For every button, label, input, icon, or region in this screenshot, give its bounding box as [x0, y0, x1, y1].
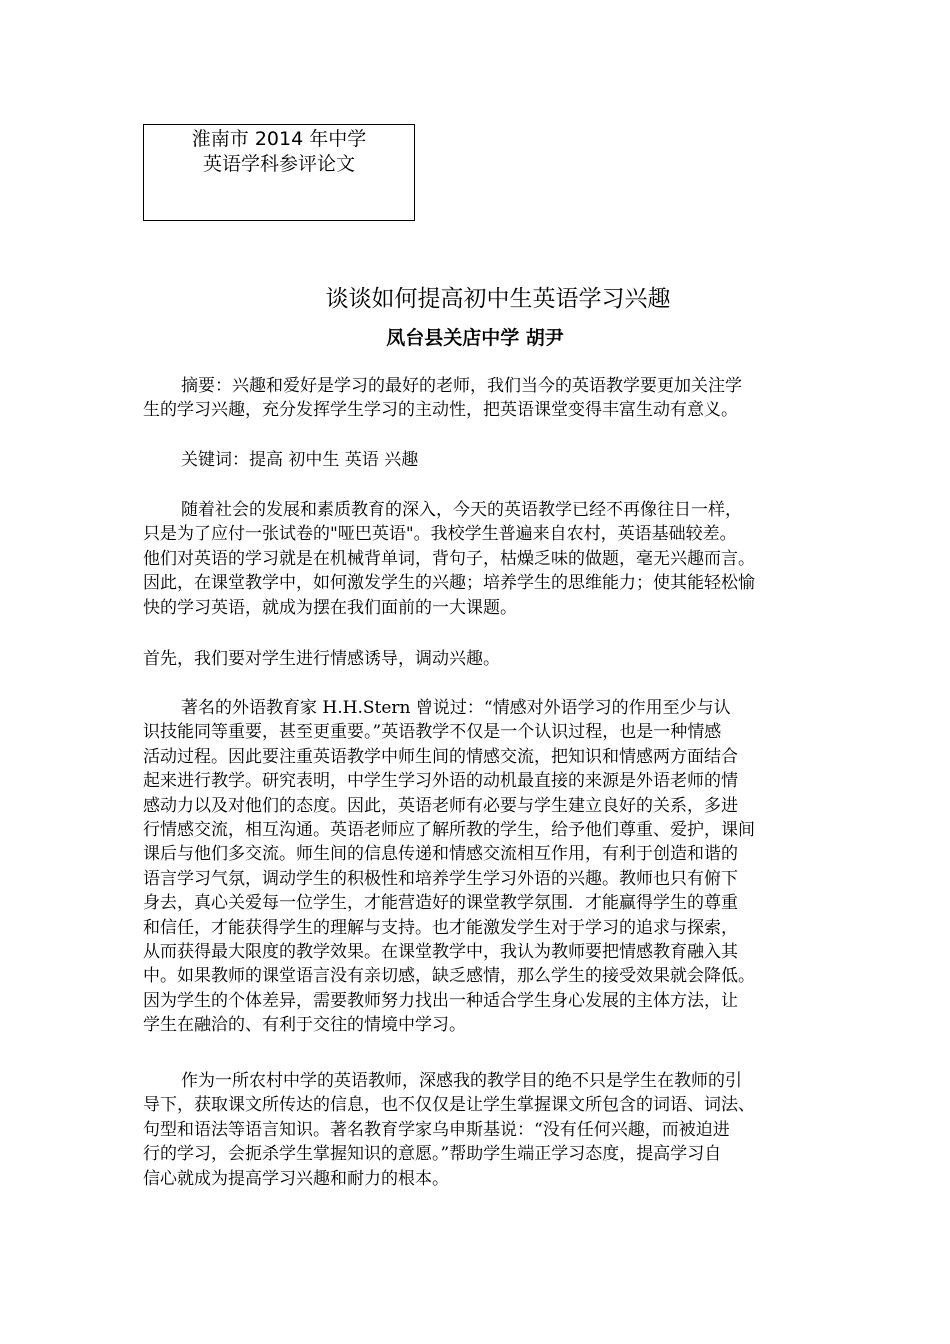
text-line: 学生在融洽的、有利于交往的情境中学习。: [143, 1015, 466, 1036]
text-line: 他们对英语的学习就是在机械背单词，背句子，枯燥乏味的做题，毫无兴趣而言。: [143, 548, 755, 569]
text-line: 起来进行教学。研究表明，中学生学习外语的动机最直接的来源是外语老师的情: [143, 771, 738, 792]
text-line: 信心就成为提高学习兴趣和耐力的根本。: [143, 1168, 449, 1189]
paper-title: 谈谈如何提高初中生英语学习兴趣: [325, 286, 671, 312]
text-line: 和信任，才能获得学生的理解与支持。也才能激发学生对于学习的追求与探索，: [143, 917, 738, 938]
section-heading-1: [143, 647, 808, 671]
text-line: 快的学习英语，就成为摆在我们面前的一大课题。: [143, 597, 517, 618]
keywords: [143, 448, 808, 472]
text-line: 中。如果教师的课堂语言没有亲切感，缺乏感情，那么学生的接受效果就会降低。: [143, 966, 755, 987]
paragraph-3: [143, 1069, 808, 1191]
text-line: 因此，在课堂教学中，如何激发学生的兴趣；培养学生的思维能力；使其能轻松愉: [143, 573, 755, 594]
text-line: 识技能同等重要，甚至更重要。”英语教学不仅是一个认识过程，也是一种情感: [143, 722, 722, 743]
text-line: 首先，我们要对学生进行情感诱导，调动兴趣。: [143, 649, 500, 669]
text-line: 课后与他们多交流。师生间的信息传递和情感交流相互作用，有利于创造和谐的: [143, 844, 738, 865]
paragraph-2: [143, 696, 808, 1037]
text-line: 行的学习，会扼杀学生掌握知识的意愿。”帮助学生端正学习态度，提高学习自: [143, 1144, 722, 1165]
text-line: 感动力以及对他们的态度。因此，英语老师有必要与学生建立良好的关系，多进: [143, 795, 738, 816]
text-line: 导下，获取课文所传达的信息，也不仅仅是让学生掌握课文所包含的词语、词法、: [143, 1095, 755, 1116]
text-line: 身去，真心关爱每一位学生，才能营造好的课堂教学氛围．才能赢得学生的尊重: [143, 893, 738, 914]
author-byline: 凤台县关店中学 胡尹: [386, 327, 564, 349]
text-line: 因为学生的个体差异，需要教师努力找出一种适合学生身心发展的主体方法，让: [143, 990, 738, 1011]
text-line: 摘要：兴趣和爱好是学习的最好的老师，我们当今的英语教学要更加关注学: [181, 376, 742, 396]
box-line-1: 淮南市 2014 年中学: [191, 128, 367, 150]
text-line: 著名的外语教育家 H.H.Stern 曾说过：“情感对外语学习的作用至少与认: [181, 698, 731, 718]
text-line: 作为一所农村中学的英语教师，深感我的教学目的绝不只是学生在教师的引: [181, 1071, 742, 1091]
abstract: [143, 374, 808, 423]
text-line: 从而获得最大限度的教学效果。在课堂教学中，我认为教师要把情感教育融入其: [143, 941, 738, 962]
competition-label-box: [143, 124, 415, 221]
paragraph-1: [143, 498, 808, 620]
text-line: 句型和语法等语言知识。著名教育学家乌申斯基说：“没有任何兴趣，而被迫进: [143, 1119, 730, 1140]
text-line: 只是为了应付一张试卷的"哑巴英语"。我校学生普遍来自农村，英语基础较差。: [143, 524, 737, 545]
text-line: 行情感交流，相互沟通。英语老师应了解所教的学生，给予他们尊重、爱护，课间: [143, 819, 755, 840]
text-line: 随着社会的发展和素质教育的深入，今天的英语教学已经不再像往日一样，: [181, 500, 742, 520]
box-line-2: 英语学科参评论文: [202, 153, 355, 175]
text-line: 关键词：提高 初中生 英语 兴趣: [181, 450, 419, 470]
text-line: 活动过程。因此要注重英语教学中师生间的情感交流，把知识和情感两方面结合: [143, 746, 738, 767]
text-line: 语言学习气氛，调动学生的积极性和培养学生学习外语的兴趣。教师也只有俯下: [143, 868, 738, 889]
text-line: 生的学习兴趣，充分发挥学生学习的主动性，把英语课堂变得丰富生动有意义。: [143, 400, 738, 421]
